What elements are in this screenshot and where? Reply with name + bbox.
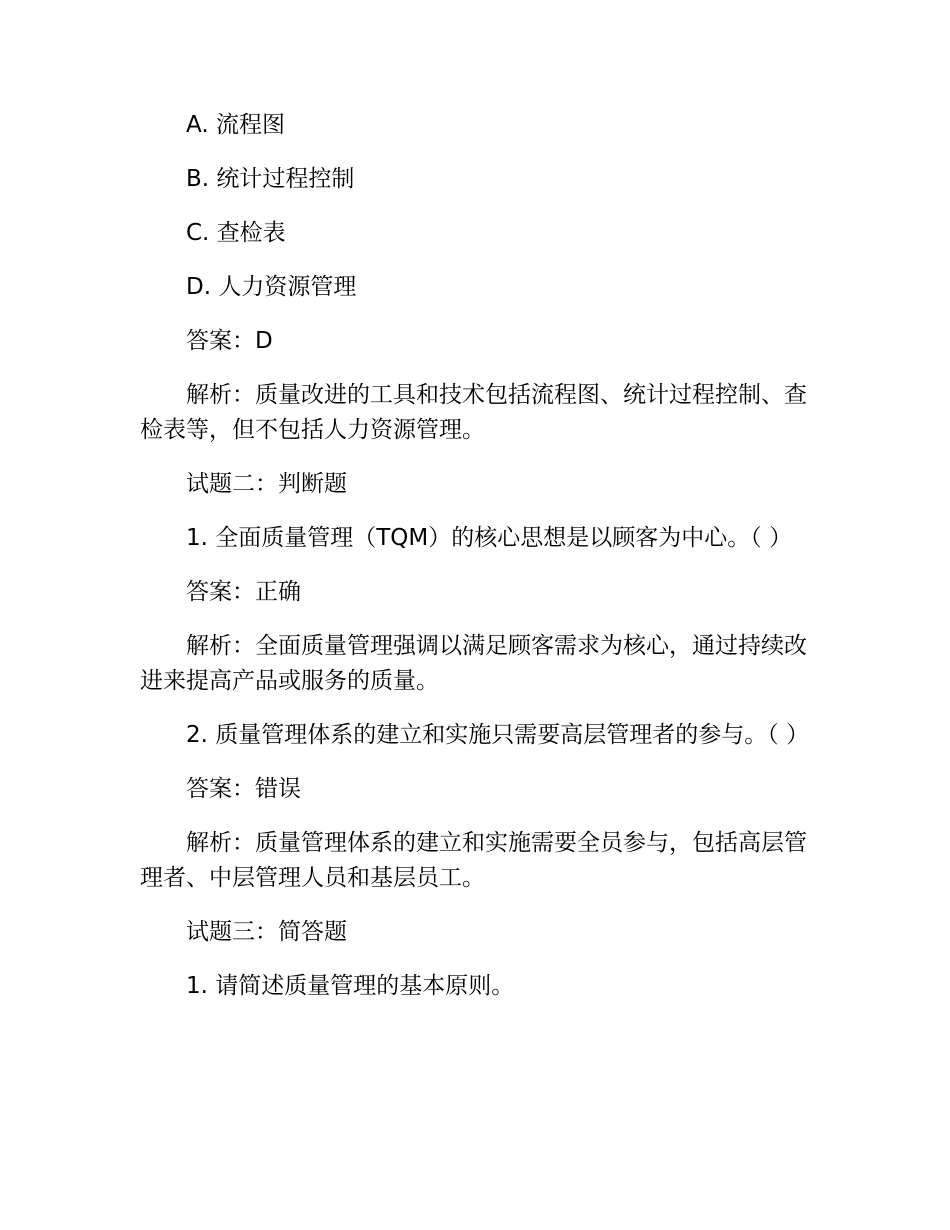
option-a: A. 流程图 bbox=[186, 112, 285, 138]
answer-line: 答案：正确 bbox=[186, 579, 301, 605]
section-heading: 试题三：简答题 bbox=[186, 919, 347, 945]
option-d: D. 人力资源管理 bbox=[186, 274, 357, 300]
analysis-paragraph: 解析：质量改进的工具和技术包括流程图、统计过程控制、查检表等，但不包括人力资源管理。 bbox=[140, 382, 807, 443]
analysis-paragraph: 解析：质量管理体系的建立和实施需要全员参与，包括高层管理者、中层管理人员和基层员工。 bbox=[140, 830, 807, 891]
question-paragraph: 2. 质量管理体系的建立和实施只需要高层管理者的参与。（ ） bbox=[186, 722, 810, 748]
analysis-paragraph: 解析：全面质量管理强调以满足顾客需求为核心，通过持续改进来提高产品或服务的质量。 bbox=[140, 633, 807, 694]
answer-line: 答案：错误 bbox=[186, 776, 301, 802]
question-paragraph: 1. 请简述质量管理的基本原则。 bbox=[186, 973, 515, 999]
question-paragraph: 1. 全面质量管理（TQM）的核心思想是以顾客为中心。（ ） bbox=[186, 525, 793, 551]
section-heading: 试题二：判断题 bbox=[186, 471, 347, 497]
answer-line: 答案：D bbox=[186, 328, 273, 354]
option-b: B. 统计过程控制 bbox=[186, 166, 355, 192]
option-c: C. 查检表 bbox=[186, 220, 286, 246]
document-page bbox=[140, 108, 820, 1004]
